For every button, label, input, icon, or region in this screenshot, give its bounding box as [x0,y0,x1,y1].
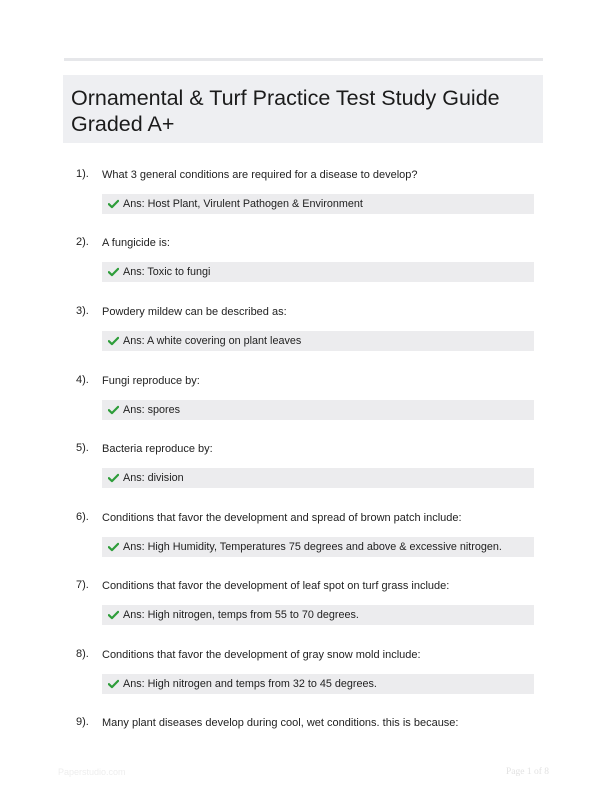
check-icon [108,336,119,346]
question-number: 1). [76,168,89,180]
answer-text: Ans: division [123,472,184,484]
answer-text: Ans: High Humidity, Temperatures 75 degrees and above & excessive nitrogen. [123,541,502,553]
answer-box [102,537,534,557]
answer-box [102,194,534,214]
check-icon [108,542,119,552]
answer-text: Ans: High nitrogen, temps from 55 to 70 degrees. [123,609,359,621]
question-text: Conditions that favor the development and spread of brown patch include: [102,512,462,524]
question-number: 5). [76,442,89,454]
footer-watermark: Paperstudio.com [58,767,126,777]
check-icon [108,610,119,620]
question-number: 8). [76,648,89,660]
title-banner [63,75,543,143]
top-divider [64,58,543,61]
answer-box [102,400,534,420]
answer-box [102,331,534,351]
page-title: Ornamental & Turf Practice Test Study Guide Graded A+ [71,86,500,136]
question-text: A fungicide is: [102,237,170,249]
answer-text: Ans: spores [123,404,181,416]
answer-box [102,262,534,282]
check-icon [108,473,119,483]
question-number: 3). [76,305,89,317]
answer-text: Ans: A white covering on plant leaves [123,335,302,347]
question-number: 6). [76,511,89,523]
question-text: Many plant diseases develop during cool, wet conditions. this is because: [102,717,459,729]
question-number: 9). [76,716,89,728]
answer-text: Ans: Host Plant, Virulent Pathogen & Environment [123,198,363,210]
question-number: 4). [76,374,89,386]
answer-text: Ans: High nitrogen and temps from 32 to 45 degrees. [123,678,377,690]
answer-text: Ans: Toxic to fungi [123,266,211,278]
answer-box [102,605,534,625]
answer-box [102,674,534,694]
question-text: Fungi reproduce by: [102,375,200,387]
question-text: Conditions that favor the development of leaf spot on turf grass include: [102,580,450,592]
question-text: Bacteria reproduce by: [102,443,213,455]
question-number: 7). [76,579,89,591]
page-number: Page 1 of 8 [506,767,550,777]
check-icon [108,405,119,415]
check-icon [108,679,119,689]
question-text: What 3 general conditions are required for a disease to develop? [102,169,418,181]
check-icon [108,267,119,277]
question-text: Conditions that favor the development of gray snow mold include: [102,649,421,661]
question-text: Powdery mildew can be described as: [102,306,287,318]
check-icon [108,199,119,209]
answer-box [102,468,534,488]
question-number: 2). [76,236,89,248]
